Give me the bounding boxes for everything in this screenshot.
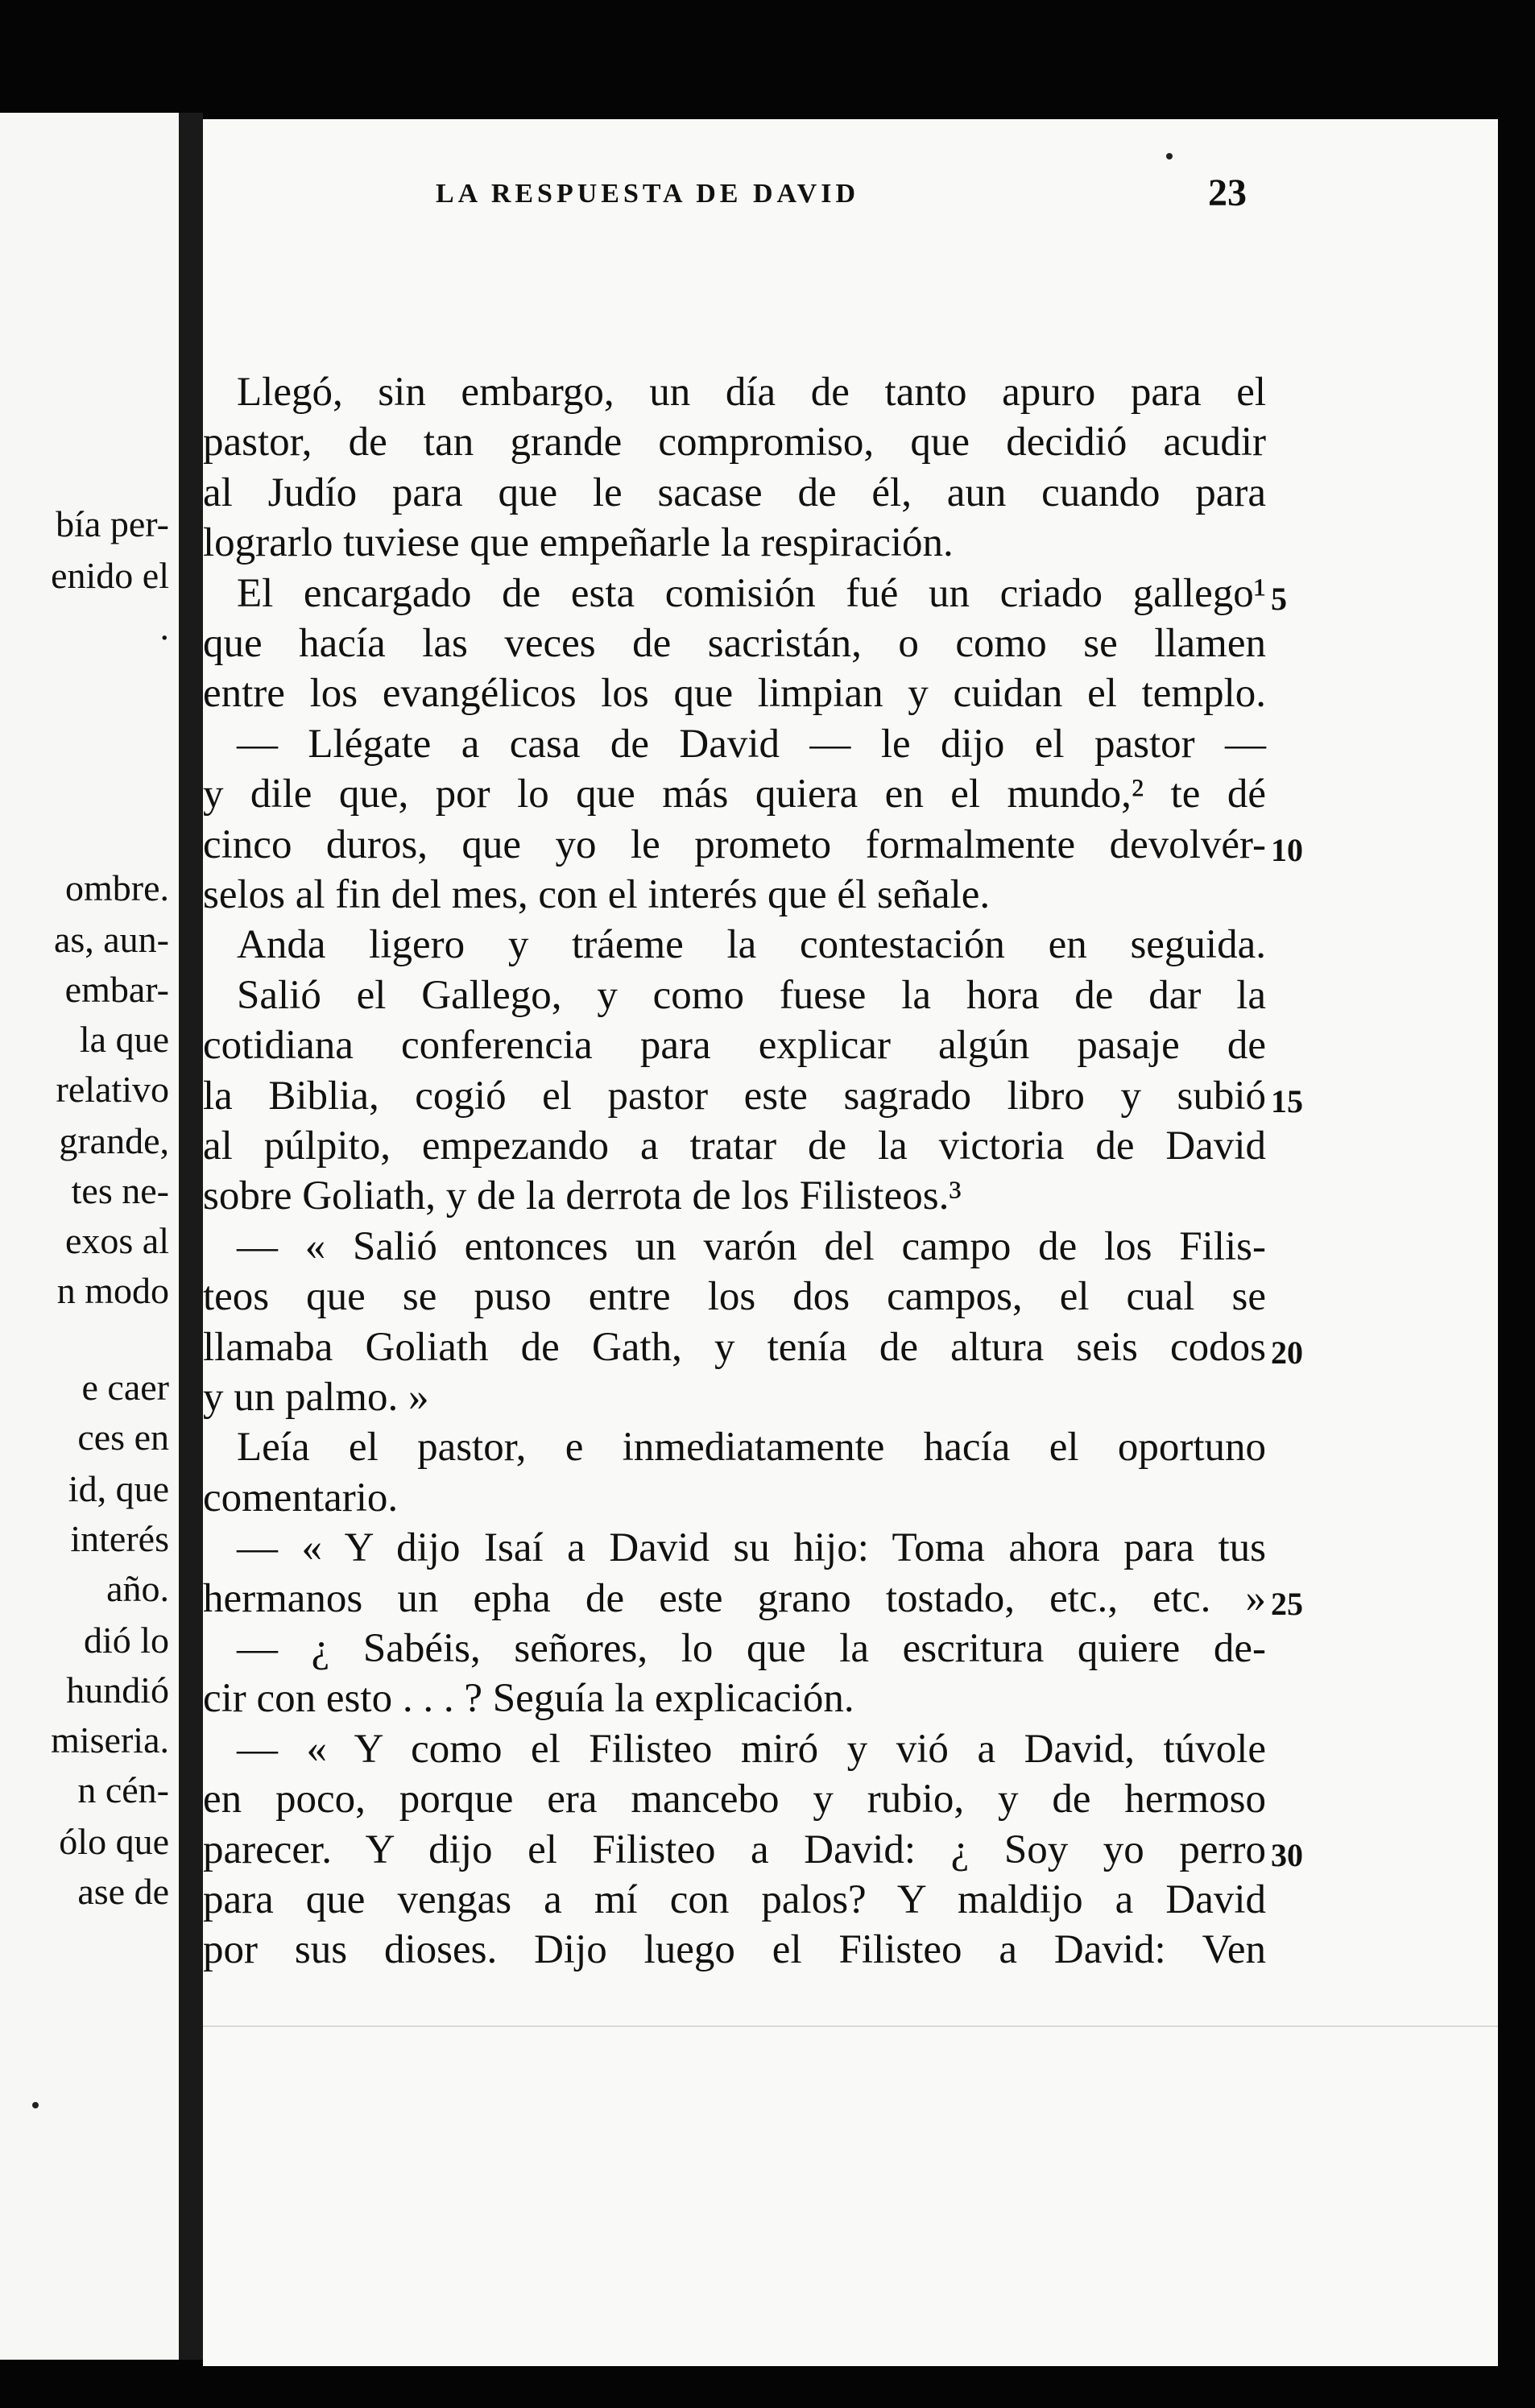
facing-page-line: exos al bbox=[64, 1220, 169, 1261]
facing-page-line: grande, bbox=[59, 1120, 169, 1161]
facing-page-line: n modo bbox=[56, 1270, 169, 1311]
ink-speck bbox=[32, 2102, 39, 2108]
text-line: El encargado de esta comisión fué un criado gallego¹ bbox=[237, 571, 1266, 616]
text-line: y dile que, por lo que más quiera en el mundo,² te dé bbox=[203, 772, 1266, 817]
text-line: entre los evangélicos los que limpian y cuidan el templo. bbox=[203, 671, 1266, 716]
facing-page-line: n cén- bbox=[77, 1769, 169, 1810]
book-gutter bbox=[179, 113, 203, 2360]
facing-page-line: interés bbox=[70, 1518, 169, 1559]
text-line: Anda ligero y tráeme la contestación en seguida. bbox=[237, 922, 1266, 967]
facing-page-line: . bbox=[159, 606, 169, 648]
text-line: — « Salió entonces un varón del campo de los Filis- bbox=[237, 1224, 1266, 1269]
facing-page-line: tes ne- bbox=[71, 1170, 169, 1211]
text-line: comentario. bbox=[203, 1475, 399, 1521]
facing-page-line: enido el bbox=[51, 555, 169, 596]
facing-page-fragment bbox=[0, 113, 179, 2360]
facing-page-line: as, aun- bbox=[53, 919, 169, 960]
text-line: cinco duros, que yo le prometo formalmente devolvér- bbox=[203, 822, 1266, 867]
line-number: 10 bbox=[1271, 832, 1303, 868]
text-line: al púlpito, empezando a tratar de la victoria de David bbox=[203, 1123, 1266, 1169]
text-line: y un palmo. » bbox=[203, 1375, 429, 1420]
text-line: Llegó, sin embargo, un día de tanto apuro para el bbox=[237, 370, 1266, 415]
text-line: pastor, de tan grande compromiso, que decidió acudir bbox=[203, 420, 1266, 465]
facing-page-line: id, que bbox=[68, 1468, 169, 1509]
facing-page-line: ces en bbox=[77, 1417, 169, 1458]
facing-page-line: hundió bbox=[66, 1669, 169, 1711]
text-line: — « Y como el Filisteo miró y vió a David, túvole bbox=[237, 1727, 1266, 1772]
text-line: — « Y dijo Isaí a David su hijo: Toma ahora para tus bbox=[237, 1525, 1266, 1570]
text-line: para que vengas a mí con palos? Y maldijo a David bbox=[203, 1877, 1266, 1922]
text-line: al Judío para que le sacase de él, aun cuando para bbox=[203, 470, 1266, 515]
facing-page-line: ase de bbox=[77, 1871, 169, 1912]
text-line: que hacía las veces de sacristán, o como se llamen bbox=[203, 621, 1266, 666]
line-number: 25 bbox=[1271, 1586, 1303, 1622]
text-line: hermanos un epha de este grano tostado, etc., etc. » bbox=[203, 1576, 1266, 1621]
page-fold-line bbox=[203, 2025, 1498, 2027]
ink-speck bbox=[1166, 153, 1173, 159]
text-line: parecer. Y dijo el Filisteo a David: ¿ Soy yo perro bbox=[203, 1827, 1266, 1872]
text-line: — Llégate a casa de David — le dijo el pastor — bbox=[237, 722, 1266, 767]
text-line: cotidiana conferencia para explicar algún pasaje de bbox=[203, 1023, 1266, 1068]
line-number: 30 bbox=[1271, 1837, 1303, 1873]
facing-page-line: dió lo bbox=[83, 1620, 169, 1661]
text-line: llamaba Goliath de Gath, y tenía de altura seis codos bbox=[203, 1325, 1266, 1370]
text-line: cir con esto . . . ? Seguía la explicación. bbox=[203, 1676, 854, 1721]
running-head: LA RESPUESTA DE DAVID bbox=[435, 179, 860, 209]
text-line: teos que se puso entre los dos campos, el cual se bbox=[203, 1274, 1266, 1319]
text-line: sobre Goliath, y de la derrota de los Filisteos.³ bbox=[203, 1173, 962, 1218]
line-number: 20 bbox=[1271, 1334, 1303, 1371]
facing-page-line: relativo bbox=[56, 1069, 169, 1110]
facing-page-line: ombre. bbox=[64, 867, 169, 908]
facing-page-line: año. bbox=[106, 1568, 169, 1609]
facing-page-line: bía per- bbox=[56, 503, 169, 544]
facing-page-line: miseria. bbox=[51, 1719, 169, 1760]
text-line: la Biblia, cogió el pastor este sagrado libro y subió bbox=[203, 1074, 1266, 1119]
text-line: por sus dioses. Dijo luego el Filisteo a David: Ven bbox=[203, 1927, 1266, 1972]
text-line: en poco, porque era mancebo y rubio, y de hermoso bbox=[203, 1777, 1266, 1822]
text-line: Salió el Gallego, y como fuese la hora de dar la bbox=[237, 973, 1266, 1018]
page-number: 23 bbox=[1208, 172, 1247, 214]
text-line: selos al fin del mes, con el interés que él señale. bbox=[203, 872, 991, 917]
text-line: Leía el pastor, e inmediatamente hacía el oportuno bbox=[237, 1425, 1266, 1470]
facing-page-line: la que bbox=[79, 1019, 169, 1060]
text-line: — ¿ Sabéis, señores, lo que la escritura quiere de- bbox=[237, 1626, 1266, 1671]
facing-page-line: embar- bbox=[64, 969, 169, 1010]
facing-page-line: ólo que bbox=[59, 1821, 169, 1862]
facing-page-line: e caer bbox=[81, 1367, 169, 1408]
line-number: 15 bbox=[1271, 1083, 1303, 1119]
line-number: 5 bbox=[1271, 581, 1287, 617]
text-line: lograrlo tuviese que empeñarle la respiración. bbox=[203, 520, 954, 565]
